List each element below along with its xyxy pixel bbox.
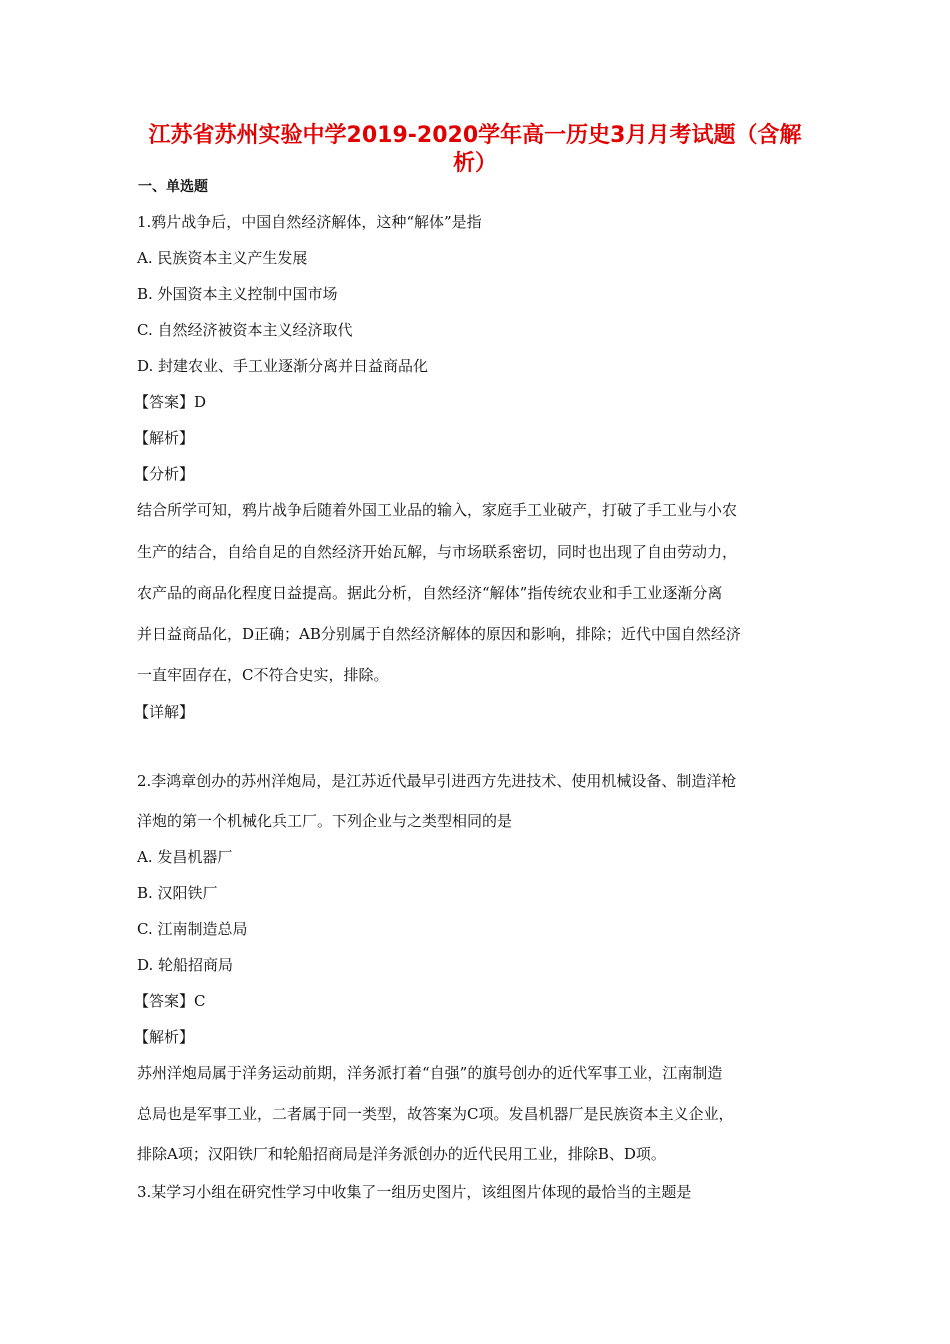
question-2-analysis-line: 苏州洋炮局属于洋务运动前期，洋务派打着“自强”的旗号创办的近代军事工业，江南制造 xyxy=(137,1064,723,1082)
question-3-stem: 3.某学习小组在研究性学习中收集了一组历史图片，该组图片体现的最恰当的主题是 xyxy=(137,1183,692,1201)
question-1-analysis-line: 并日益商品化，D正确；AB分别属于自然经济解体的原因和影响，排除；近代中国自然经济 xyxy=(137,625,741,643)
question-1-fenxi-label: 【分析】 xyxy=(134,465,195,483)
question-2-analysis-line: 排除A项；汉阳铁厂和轮船招商局是洋务派创办的近代民用工业，排除B、D项。 xyxy=(137,1145,666,1163)
question-2-analysis-line: 总局也是军事工业，二者属于同一类型，故答案为C项。发昌机器厂是民族资本主义企业， xyxy=(137,1105,734,1123)
question-2-option-a: A. 发昌机器厂 xyxy=(137,848,233,866)
question-1-option-c: C. 自然经济被资本主义经济取代 xyxy=(137,321,353,339)
question-2-option-c: C. 江南制造总局 xyxy=(137,920,248,938)
question-2-stem-line: 2.李鸿章创办的苏州洋炮局，是江苏近代最早引进西方先进技术、使用机械设备、制造洋枪 xyxy=(137,772,737,790)
question-1-analysis-line: 农产品的商品化程度日益提高。据此分析，自然经济“解体”指传统农业和手工业逐渐分离 xyxy=(137,584,723,602)
question-2-option-d: D. 轮船招商局 xyxy=(137,956,234,974)
question-1-answer: 【答案】D xyxy=(134,393,207,411)
question-1-analysis-line: 一直牢固存在，C不符合史实，排除。 xyxy=(137,666,389,684)
question-1-option-a: A. 民族资本主义产生发展 xyxy=(137,249,308,267)
question-1-analysis-line: 结合所学可知，鸦片战争后随着外国工业品的输入，家庭手工业破产，打破了手工业与小农 xyxy=(137,501,738,519)
question-2-answer: 【答案】C xyxy=(134,992,206,1010)
question-1-xiangjie-label: 【详解】 xyxy=(134,703,195,721)
section-heading: 一、单选题 xyxy=(138,179,208,195)
question-1-option-d: D. 封建农业、手工业逐渐分离并日益商品化 xyxy=(137,357,429,375)
question-2-jiexi-label: 【解析】 xyxy=(134,1028,195,1046)
question-1-stem: 1.鸦片战争后，中国自然经济解体，这种“解体”是指 xyxy=(137,213,482,231)
question-2-stem-line: 洋炮的第一个机械化兵工厂。下列企业与之类型相同的是 xyxy=(137,812,513,830)
question-1-option-b: B. 外国资本主义控制中国市场 xyxy=(137,285,338,303)
question-1-analysis-line: 生产的结合，自给自足的自然经济开始瓦解，与市场联系密切，同时也出现了自由劳动力， xyxy=(137,543,738,561)
document-title: 江苏省苏州实验中学2019-2020学年高一历史3月月考试题（含解析） xyxy=(148,123,802,176)
question-1-jiexi-label: 【解析】 xyxy=(134,429,195,447)
question-2-option-b: B. 汉阳铁厂 xyxy=(137,884,218,902)
